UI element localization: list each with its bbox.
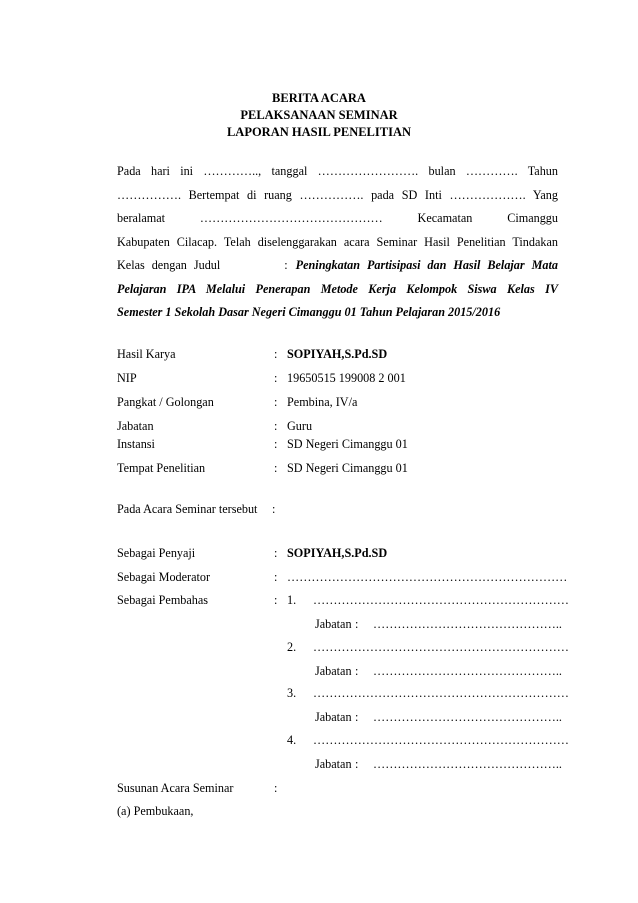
susunan-label: Susunan Acara Seminar [117, 781, 234, 795]
judul-title-part-2: Pelajaran IPA Melalui Penerapan Metode Kerja Kelompok Siswa Kelas IV [117, 281, 558, 296]
pembahas-jabatan-colon: : [355, 617, 359, 631]
penyaji-colon: : [274, 546, 278, 560]
penyaji-value: SOPIYAH,S.Pd.SD [287, 546, 388, 560]
title-line-2: PELAKSANAAN SEMINAR [240, 108, 398, 122]
intro-line-5 [117, 254, 558, 278]
pembahas-name-dots: ……………………………………………………… [313, 640, 569, 654]
pembahas-jabatan-dots: ……………………………………….. [373, 664, 562, 678]
identity-label: NIP [117, 371, 137, 385]
pembahas-name-dots: ……………………………………………………… [313, 686, 569, 700]
pembahas-jabatan-label: Jabatan [315, 617, 352, 631]
identity-label: Pangkat / Golongan [117, 395, 214, 409]
pembahas-jabatan-label: Jabatan [315, 664, 352, 678]
judul-title-part-1: Peningkatan Partisipasi dan Hasil Belajar Mata [295, 258, 558, 272]
title-line-3: LAPORAN HASIL PENELITIAN [226, 125, 412, 139]
judul-colon: : [284, 258, 288, 272]
pembahas-name-dots: ……………………………………………………… [313, 593, 569, 607]
pembahas-jabatan-label: Jabatan [315, 757, 352, 771]
pembahas-number: 1. [287, 593, 297, 607]
identity-colon: : [274, 419, 278, 433]
identity-value: Pembina, IV/a [287, 395, 358, 409]
judul-label: Kelas dengan Judul [117, 258, 221, 272]
moderator-dots: …………………………………………………………… [287, 570, 568, 584]
pembahas-name-dots: ……………………………………………………… [313, 733, 569, 747]
pembahas-label: Sebagai Pembahas [117, 593, 209, 607]
identity-value: 19650515 199008 2 001 [287, 371, 406, 385]
pembahas-number: 2. [287, 640, 297, 654]
identity-label: Hasil Karya [117, 347, 176, 361]
intro-line-2: ……………. Bertempat di ruang ……………. pada SD Inti ………………. Yang [117, 187, 558, 202]
pembahas-number: 4. [287, 733, 297, 747]
seminar-intro-colon: : [272, 502, 276, 516]
moderator-label: Sebagai Moderator [117, 570, 211, 584]
susunan-item-text: (a) Pembukaan, [117, 804, 194, 818]
identity-colon: : [274, 347, 278, 361]
pembahas-number: 3. [287, 686, 297, 700]
title-line-1: BERITA ACARA [272, 91, 366, 105]
identity-label: Tempat Penelitian [117, 461, 206, 475]
pembahas-jabatan-dots: ……………………………………….. [373, 757, 562, 771]
identity-value: SOPIYAH,S.Pd.SD [287, 347, 388, 361]
identity-colon: : [274, 461, 278, 475]
identity-colon: : [274, 395, 278, 409]
pembahas-jabatan-dots: ……………………………………….. [373, 710, 562, 724]
susunan-colon: : [274, 781, 278, 795]
pembahas-jabatan-dots: ……………………………………….. [373, 617, 562, 631]
identity-label: Instansi [117, 437, 155, 451]
pembahas-jabatan-colon: : [355, 757, 359, 771]
identity-colon: : [274, 437, 278, 451]
intro-line-3: beralamat ……………………………………… Kecamatan Cimanggu [117, 211, 558, 225]
identity-value: Guru [287, 419, 313, 433]
identity-value: SD Negeri Cimanggu 01 [287, 437, 408, 451]
moderator-colon: : [274, 570, 278, 584]
pembahas-jabatan-label: Jabatan [315, 710, 352, 724]
intro-paragraph [117, 160, 558, 325]
pembahas-jabatan-colon: : [355, 710, 359, 724]
judul-title-part-3: Semester 1 Sekolah Dasar Negeri Cimanggu 01 Tahun Pelajaran 2015/2016 [117, 305, 501, 319]
seminar-intro-label: Pada Acara Seminar tersebut [117, 502, 258, 516]
pembahas-jabatan-colon: : [355, 664, 359, 678]
identity-value: SD Negeri Cimanggu 01 [287, 461, 408, 475]
pembahas-colon: : [274, 593, 278, 607]
identity-colon: : [274, 371, 278, 385]
intro-line-1: Pada hari ini ………….., tanggal ……………………. bulan …………. Tahun [117, 164, 558, 178]
intro-line-4: Kabupaten Cilacap. Telah diselenggarakan acara Seminar Hasil Penelitian Tindakan [117, 234, 558, 249]
identity-label: Jabatan [117, 419, 154, 433]
penyaji-label: Sebagai Penyaji [117, 546, 196, 560]
